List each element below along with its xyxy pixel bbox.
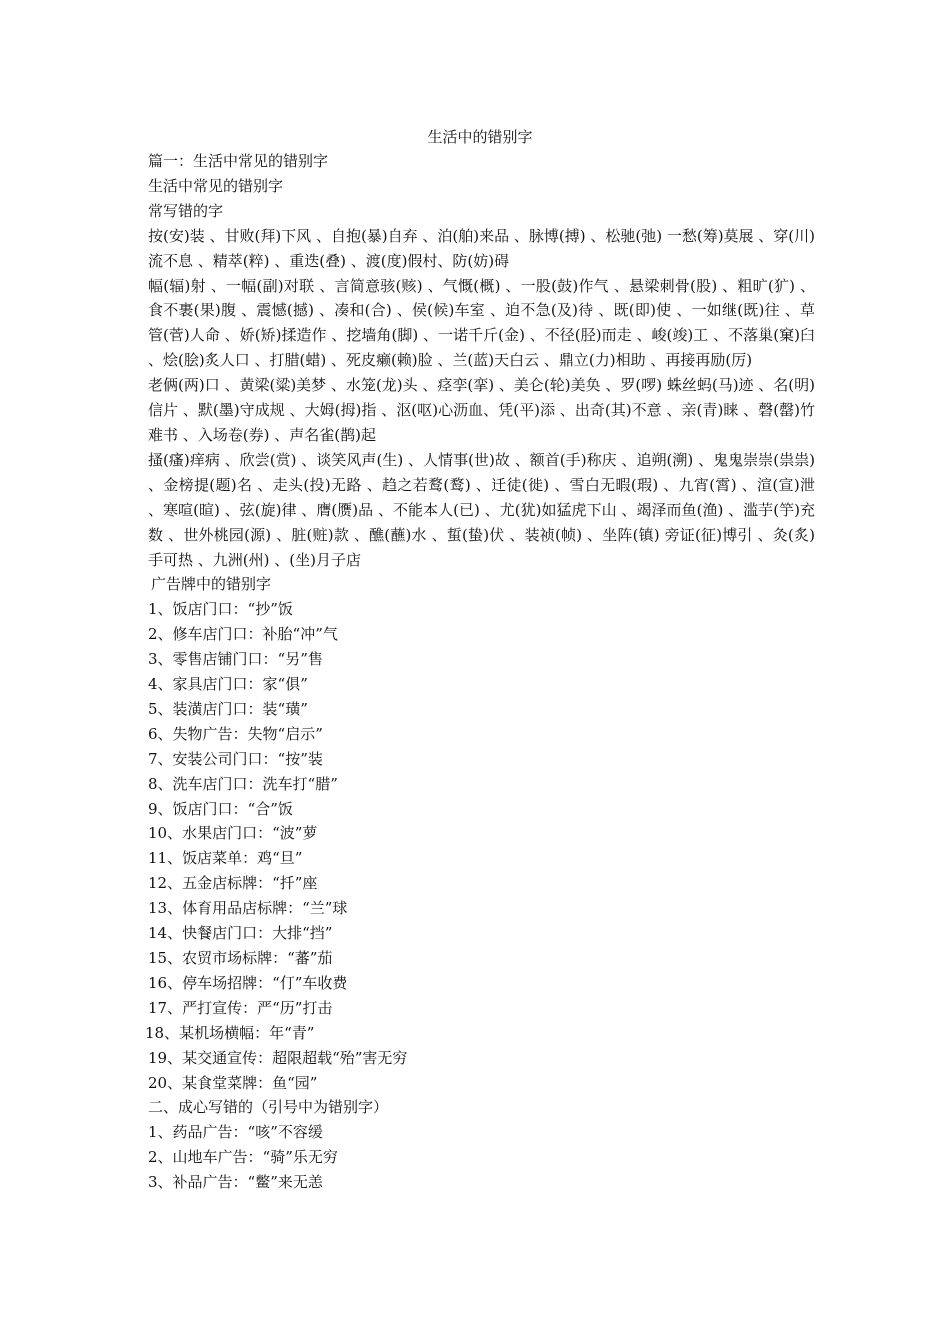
paragraph-2: 幅(辐)射 、一幅(副)对联 、言简意骇(赅) 、气慨(概) 、一股(鼓)作气 、悬梁刺骨(股) 、粗旷(犷) 、食不裹(果)腹 、震憾(撼) 、凑和(合) 、侯(候)车室 、迫不急(及)待 、既(即)使 、一如继(既)往 、草管(菅)人命 、娇(矫)揉造作 、挖墙角(脚) 、一诺千斤(金) 、不径(胫)而走 、峻(竣)工 、不落巢(窠)臼 、烩(脍)炙人口 、打腊(蜡) 、死皮癞(赖)脸 、兰(蓝)天白云 、鼎立(力)相助 、再接再励(厉) (148, 276, 815, 370)
list-item: 19、某交通宣传：超限超载“殆”害无穷 (148, 1048, 408, 1067)
list-item: 11、饭店菜单：鸡“旦” (148, 849, 303, 868)
list-item: 7、安装公司门口：“按”装 (148, 749, 323, 768)
list-item: 5、装潢店门口：装“璜” (148, 699, 308, 718)
list-item: 14、快餐店门口：大排“挡” (148, 924, 333, 943)
list-item: 8、洗车店门口：洗车打“腊” (148, 774, 338, 793)
list-item: 16、停车场招牌：“仃”车收费 (148, 973, 348, 992)
subheading: 生活中常见的错别字 (148, 176, 284, 195)
list-item: 10、水果店门口：“波”萝 (148, 824, 318, 843)
list-item: 20、某食堂菜牌：鱼“园” (148, 1073, 318, 1092)
list-item: 6、失物广告：失物“启示” (148, 724, 323, 743)
list-item: 1、饭店门口：“抄”饭 (148, 600, 293, 619)
list-item: 12、五金店标牌：“扦”座 (148, 874, 318, 893)
paragraph-1: 按(安)装 、甘败(拜)下风 、自抱(暴)自弃 、泊(舶)来品 、脉博(搏) 、松驰(弛) 一愁(筹)莫展 、穿(川)流不息 、精萃(粹) 、重迭(叠) 、渡(度)假村、防(妨)碍 (148, 226, 816, 270)
list-item: 18、某机场横幅：年“青” (145, 1023, 315, 1042)
paragraph-3: 老俩(两)口 、黄梁(粱)美梦 、水笼(龙)头 、痉孪(挛) 、美仑(轮)美奂 、罗(啰) 蛛丝蚂(马)迹 、名(明)信片 、默(墨)守成规 、大姆(拇)指 、沤(呕)心沥血、凭(平)添 、出奇(其)不意 、亲(青)睐 、磬(罄)竹难书 、入场卷(券) 、声名雀(鹊)起 (148, 376, 816, 444)
document-page (145, 125, 815, 1195)
list-item: 2、修车店门口：补胎“冲”气 (148, 625, 338, 644)
intentional-errors-list (145, 1120, 815, 1195)
list-item: 3、零售店铺门口：“另”售 (148, 650, 323, 669)
list-item: 13、体育用品店标牌：“兰”球 (148, 899, 348, 918)
ads-heading: 广告牌中的错别字 (151, 575, 272, 594)
list-item: 17、严打宣传：严“历”打击 (148, 998, 333, 1017)
list-item: 1、药品广告：“咳”不容缓 (148, 1123, 323, 1142)
section-heading-1: 篇一：生活中常见的错别字 (148, 152, 329, 170)
list-item: 4、家具店门口：家“俱” (148, 675, 308, 694)
section-heading-2: 二、成心写错的（引号中为错别字） (148, 1098, 389, 1117)
list-item: 2、山地车广告：“骑”乐无穷 (148, 1148, 338, 1167)
doc-title: 生活中的错别字 (427, 128, 533, 146)
ads-list (145, 597, 815, 1095)
list-item: 3、补品广告：“鳖”来无恙 (148, 1173, 323, 1192)
paragraph-4: 搔(瘙)痒病 、欣尝(赏) 、谈笑风声(生) 、人情事(世)故 、额首(手)称庆 、追朔(溯) 、鬼鬼崇崇(祟祟) 、金榜提(题)名 、走头(投)无路 、趋之若鹜(鹜) 、迁徒(徙) 、雪白无暇(瑕) 、九宵(霄) 、渲(宣)泄 、寒喧(暄) 、弦(旋)律 、膺(赝)品 、不能本人(已) 、尤(犹)如猛虎下山 、竭泽而鱼(渔) 、滥芋(竽)充数 、世外桃园(源) 、脏(赃)款 、醮(蘸)水 、蜇(蛰)伏 、装祯(帧) 、坐阵(镇) 旁证(征)博引 、灸(炙)手可热 、九洲(州) 、(坐)月子店 (148, 450, 815, 569)
subheading-common-errors: 常写错的字 (148, 201, 224, 220)
list-item: 15、农贸市场标牌：“蕃”茄 (148, 949, 333, 967)
list-item: 9、饭店门口：“合”饭 (148, 799, 293, 818)
